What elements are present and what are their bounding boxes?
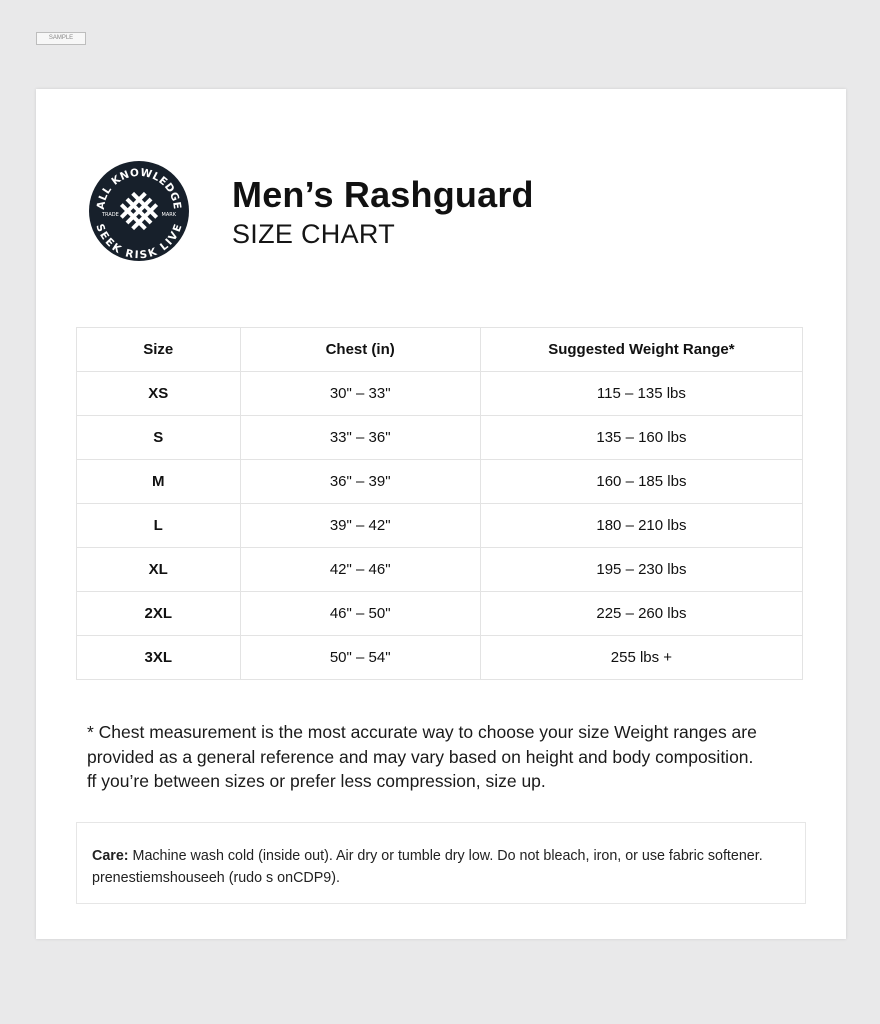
logo-text-bottom: SEEK RISK LIVE — [93, 222, 185, 262]
chest-cell: 39" – 42" — [240, 504, 480, 548]
footnote-line: provided as a general reference and may vary based on height and body composition. — [87, 746, 754, 767]
page-title: Men’s Rashguard — [232, 174, 534, 215]
footnote-line: ff you’re between sizes or prefer less compression, size up. — [87, 771, 546, 791]
brand-logo — [88, 160, 190, 262]
size-cell: S — [77, 416, 241, 460]
table-row — [77, 504, 803, 548]
chest-cell: 36" – 39" — [240, 460, 480, 504]
table-row — [77, 636, 803, 680]
care-line — [92, 845, 791, 867]
footnote-line: * Chest measurement is the most accurate way to choose your size Weight ranges are — [87, 722, 757, 742]
weight-cell: 160 – 185 lbs — [480, 460, 802, 504]
weight-cell: 180 – 210 lbs — [480, 504, 802, 548]
corner-tag: SAMPLE — [36, 32, 86, 45]
column-header-size: Size — [77, 328, 241, 372]
logo-text-right: MARK — [161, 212, 176, 218]
sizing-footnote — [87, 720, 807, 794]
page-subtitle: SIZE CHART — [232, 219, 396, 249]
size-table — [76, 327, 803, 680]
table-row — [77, 460, 803, 504]
chest-cell: 33" – 36" — [240, 416, 480, 460]
table-row — [77, 548, 803, 592]
weight-cell: 195 – 230 lbs — [480, 548, 802, 592]
chest-cell: 50" – 54" — [240, 636, 480, 680]
chest-cell: 30" – 33" — [240, 372, 480, 416]
column-header-chest: Chest (in) — [240, 328, 480, 372]
table-row — [77, 372, 803, 416]
table-row — [77, 592, 803, 636]
weight-cell: 255 lbs + — [480, 636, 802, 680]
logo-text-top: ALL KNOWLEDGE — [94, 166, 184, 211]
column-header-weight: Suggested Weight Range* — [480, 328, 802, 372]
weight-cell: 115 – 135 lbs — [480, 372, 802, 416]
weight-cell: 135 – 160 lbs — [480, 416, 802, 460]
table-header-row — [77, 328, 803, 372]
care-line-2: prenestiemshouseeh (rudo s onCDP9). — [92, 870, 340, 886]
care-instructions-box — [76, 822, 806, 904]
size-cell: XL — [77, 548, 241, 592]
table-row — [77, 416, 803, 460]
size-cell: 3XL — [77, 636, 241, 680]
size-cell: 2XL — [77, 592, 241, 636]
care-label: Care: — [92, 848, 129, 864]
size-cell: XS — [77, 372, 241, 416]
chest-cell: 42" – 46" — [240, 548, 480, 592]
size-cell: M — [77, 460, 241, 504]
size-chart-sheet — [36, 89, 846, 939]
chest-cell: 46" – 50" — [240, 592, 480, 636]
weight-cell: 225 – 260 lbs — [480, 592, 802, 636]
care-text: Machine wash cold (inside out). Air dry or tumble dry low. Do not bleach, iron, or use fabric softener. — [132, 848, 763, 864]
logo-text-left: TRADE — [102, 212, 119, 218]
size-cell: L — [77, 504, 241, 548]
